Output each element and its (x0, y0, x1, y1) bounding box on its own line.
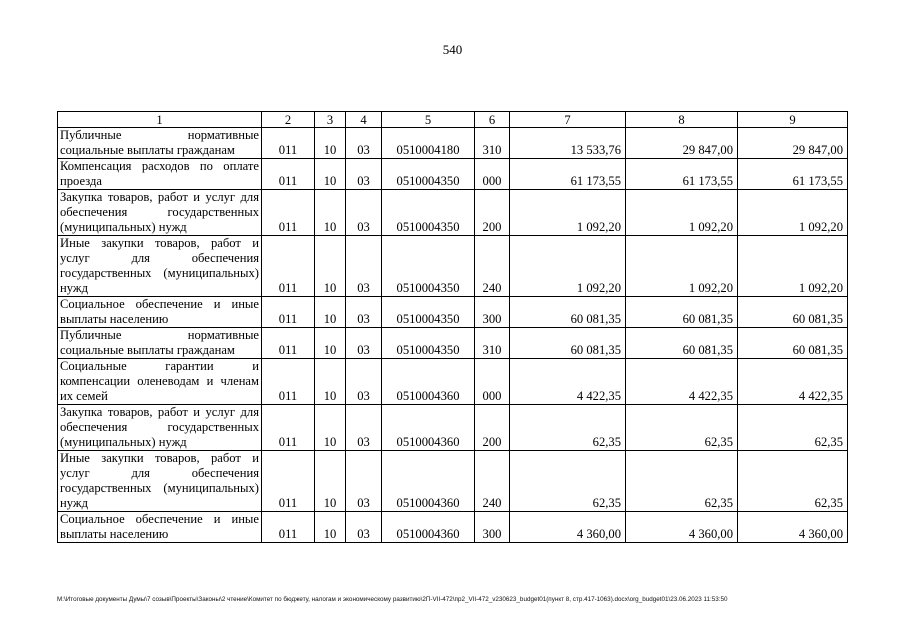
table-cell: 10 (315, 512, 346, 543)
header-cell: 3 (315, 112, 346, 128)
row-name-cell: Публичные нормативные социальные выплаты гражданам (58, 128, 262, 159)
table-cell: 0510004350 (382, 236, 475, 297)
table-cell: 61 173,55 (510, 159, 626, 190)
table-cell: 03 (346, 128, 382, 159)
table-cell: 0510004360 (382, 405, 475, 451)
header-cell: 6 (475, 112, 510, 128)
table-cell: 03 (346, 159, 382, 190)
table-row (58, 405, 848, 451)
table-cell: 1 092,20 (626, 190, 738, 236)
table-cell: 011 (262, 328, 315, 359)
page-number: 540 (442, 42, 463, 57)
row-name-cell: Компенсация расходов по оплате проезда (58, 159, 262, 190)
table-cell: 011 (262, 159, 315, 190)
table-cell: 10 (315, 128, 346, 159)
header-cell: 8 (626, 112, 738, 128)
table-cell: 10 (315, 236, 346, 297)
budget-table (57, 111, 848, 543)
table-cell: 1 092,20 (738, 190, 848, 236)
table-cell: 000 (475, 359, 510, 405)
header-cell: 9 (738, 112, 848, 128)
table-cell: 61 173,55 (738, 159, 848, 190)
table-cell: 0510004350 (382, 297, 475, 328)
table-cell: 0510004350 (382, 190, 475, 236)
table-cell: 011 (262, 451, 315, 512)
table-cell: 4 360,00 (626, 512, 738, 543)
table-row (58, 297, 848, 328)
footer-file-path: М:\Итоговые документы Думы\7 созыв\Проекты\Законы\2 чтение\Комитет по бюджету, налогам и экономическому развитию\2П-VII-472\пр2_VII-472_v230623_budget01(пункт 8, стр.417-1063).docx\org_budget01\23.06.2023 11:53:50 (57, 596, 728, 603)
table-cell: 10 (315, 297, 346, 328)
table-cell: 62,35 (626, 451, 738, 512)
table-cell: 300 (475, 512, 510, 543)
table-cell: 200 (475, 405, 510, 451)
table-row (58, 512, 848, 543)
table-cell: 60 081,35 (626, 297, 738, 328)
table-cell: 4 360,00 (738, 512, 848, 543)
header-cell: 4 (346, 112, 382, 128)
row-name-cell: Закупка товаров, работ и услуг для обеспечения государственных (муниципальных) нужд (58, 405, 262, 451)
table-cell: 1 092,20 (738, 236, 848, 297)
table-cell: 03 (346, 190, 382, 236)
table-header-row (58, 112, 848, 128)
table-cell: 03 (346, 297, 382, 328)
table-cell: 03 (346, 328, 382, 359)
table-cell: 240 (475, 451, 510, 512)
table-cell: 62,35 (738, 451, 848, 512)
table-cell: 03 (346, 512, 382, 543)
table-cell: 4 422,35 (626, 359, 738, 405)
header-cell: 5 (382, 112, 475, 128)
row-name-cell: Публичные нормативные социальные выплаты гражданам (58, 328, 262, 359)
table-cell: 310 (475, 328, 510, 359)
table-cell: 310 (475, 128, 510, 159)
header-cell: 7 (510, 112, 626, 128)
table-cell: 62,35 (738, 405, 848, 451)
table-row (58, 328, 848, 359)
table-row (58, 451, 848, 512)
table-cell: 62,35 (510, 405, 626, 451)
table-cell: 1 092,20 (626, 236, 738, 297)
table-cell: 61 173,55 (626, 159, 738, 190)
table-cell: 60 081,35 (626, 328, 738, 359)
table-cell: 011 (262, 128, 315, 159)
table-cell: 03 (346, 236, 382, 297)
table-cell: 10 (315, 359, 346, 405)
table-cell: 0510004350 (382, 159, 475, 190)
table-cell: 200 (475, 190, 510, 236)
table-cell: 29 847,00 (738, 128, 848, 159)
table-cell: 60 081,35 (510, 297, 626, 328)
table-cell: 0510004360 (382, 451, 475, 512)
table-cell: 0510004350 (382, 328, 475, 359)
table-cell: 0510004360 (382, 512, 475, 543)
table-cell: 60 081,35 (738, 328, 848, 359)
table-cell: 011 (262, 190, 315, 236)
table-row (58, 236, 848, 297)
table-cell: 0510004180 (382, 128, 475, 159)
row-name-cell: Социальное обеспечение и иные выплаты населению (58, 512, 262, 543)
table-cell: 011 (262, 359, 315, 405)
table-cell: 10 (315, 159, 346, 190)
table-cell: 4 422,35 (738, 359, 848, 405)
table-cell: 10 (315, 190, 346, 236)
table-cell: 4 422,35 (510, 359, 626, 405)
table-cell: 10 (315, 328, 346, 359)
row-name-cell: Иные закупки товаров, работ и услуг для обеспечения государственных (муниципальных) нужд (58, 236, 262, 297)
table-cell: 10 (315, 451, 346, 512)
table-row (58, 359, 848, 405)
table-cell: 011 (262, 405, 315, 451)
table-cell: 10 (315, 405, 346, 451)
table-cell: 011 (262, 512, 315, 543)
header-cell: 1 (58, 112, 262, 128)
table-cell: 011 (262, 236, 315, 297)
table-cell: 1 092,20 (510, 190, 626, 236)
row-name-cell: Социальные гарантии и компенсации оленеводам и членам их семей (58, 359, 262, 405)
row-name-cell: Иные закупки товаров, работ и услуг для обеспечения государственных (муниципальных) нужд (58, 451, 262, 512)
table-cell: 29 847,00 (626, 128, 738, 159)
row-name-cell: Закупка товаров, работ и услуг для обеспечения государственных (муниципальных) нужд (58, 190, 262, 236)
table-cell: 1 092,20 (510, 236, 626, 297)
table-cell: 60 081,35 (510, 328, 626, 359)
table-cell: 300 (475, 297, 510, 328)
table-cell: 03 (346, 359, 382, 405)
table-cell: 0510004360 (382, 359, 475, 405)
row-name-cell: Социальное обеспечение и иные выплаты населению (58, 297, 262, 328)
table-cell: 240 (475, 236, 510, 297)
table-cell: 4 360,00 (510, 512, 626, 543)
table-cell: 13 533,76 (510, 128, 626, 159)
table-row (58, 159, 848, 190)
table-cell: 60 081,35 (738, 297, 848, 328)
table-cell: 03 (346, 451, 382, 512)
table-row (58, 128, 848, 159)
table-cell: 000 (475, 159, 510, 190)
table-cell: 62,35 (510, 451, 626, 512)
table-cell: 03 (346, 405, 382, 451)
table-cell: 011 (262, 297, 315, 328)
table-cell: 62,35 (626, 405, 738, 451)
header-cell: 2 (262, 112, 315, 128)
table-row (58, 190, 848, 236)
